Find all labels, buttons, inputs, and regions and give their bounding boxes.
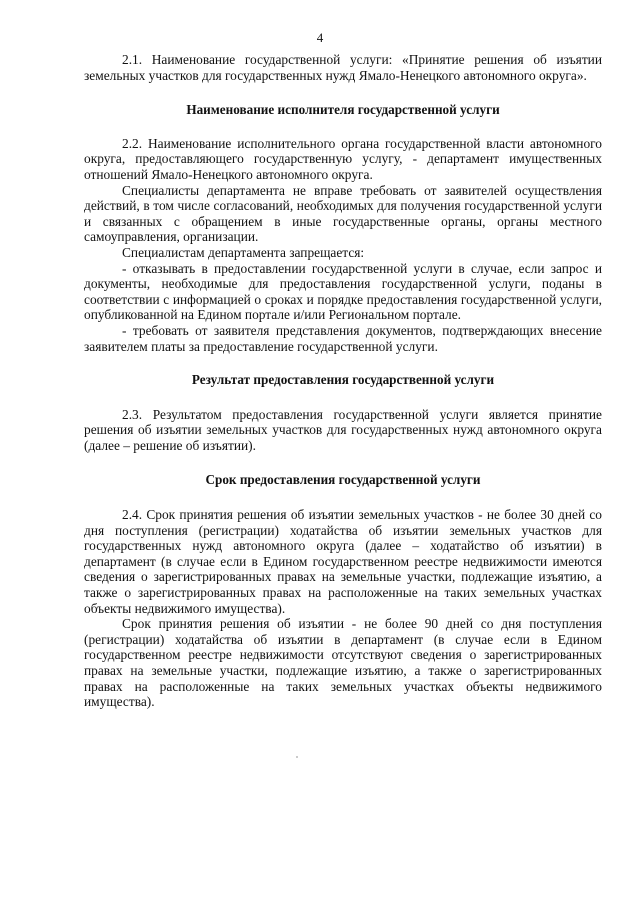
page-number: 4	[316, 30, 324, 45]
heading-term: Срок предоставления государственной услуги	[205, 472, 481, 488]
heading-result: Результат предоставления государственной услуги	[191, 372, 495, 388]
heading-executor: Наименование исполнителя государственной услуги	[186, 102, 500, 118]
document-body	[84, 52, 602, 710]
paragraph-2-4: 2.4. Срок принятия решения об изъятии земельных участков - не более 30 дней со дня поступления (регистрации) ходатайства об изъятии земельных участков для государственных нужд автономного округа (далее – ходатайство об изъятии) в департамент (в случае если в Едином государственном реестре недвижимости имеются сведения о зарегистрированных правах на земельные участки, подлежащие изъятию, а также о зарегистрированных правах на расположенные на таких земельных участках объекты недвижимого имущества).	[84, 507, 602, 616]
paragraph-forbidden-item-require: - требовать от заявителя представления документов, подтверждающих внесение заявителем платы за предоставление государственной услуги.	[84, 322, 602, 354]
paragraph-2-1: 2.1. Наименование государственной услуги: «Принятие решения об изъятии земельных участков для государственных нужд Ямало-Ненецкого автономного округа».	[84, 52, 602, 83]
paragraph-2-3: 2.3. Результатом предоставления государственной услуги является принятие решения об изъятии земельных участков для государственных нужд автономного округа (далее – решение об изъятии).	[84, 406, 602, 453]
paragraph-2-2: 2.2. Наименование исполнительного органа государственной власти автономного округа, предоставляющего государственную услугу, - департамент имущественных отношений Ямало-Ненецкого автономного округа.	[84, 135, 602, 182]
paragraph-forbidden-item-refuse: - отказывать в предоставлении государственной услуги в случае, если запрос и документы, необходимые для предоставления государственной услуги, поданы в соответствии с информацией о сроках и порядке предоставления государственной услуги, опубликованной на Едином портале и/или Региональном портале.	[84, 260, 602, 323]
paragraph-specialists-forbidden: Специалистам департамента запрещается:	[122, 244, 365, 260]
paragraph-term-90-days: Срок принятия решения об изъятии - не более 90 дней со дня поступления (регистрации) ходатайства об изъятии в департамент (в случае если в Едином государственном реестре недвижимости отсутствуют сведения о зарегистрированных правах на земельные участки, подлежащие изъятию, а также о зарегистрированных правах на расположенные на таких земельных участках объекты недвижимого имущества).	[84, 616, 602, 710]
paragraph-specialists-not-entitled: Специалисты департамента не вправе требовать от заявителей осуществления действий, в том числе согласований, необходимых для получения государственной услуги и связанных с обращением в иные государственные органы, органы местного самоуправления, организации.	[84, 182, 602, 245]
scan-speck	[296, 756, 298, 758]
